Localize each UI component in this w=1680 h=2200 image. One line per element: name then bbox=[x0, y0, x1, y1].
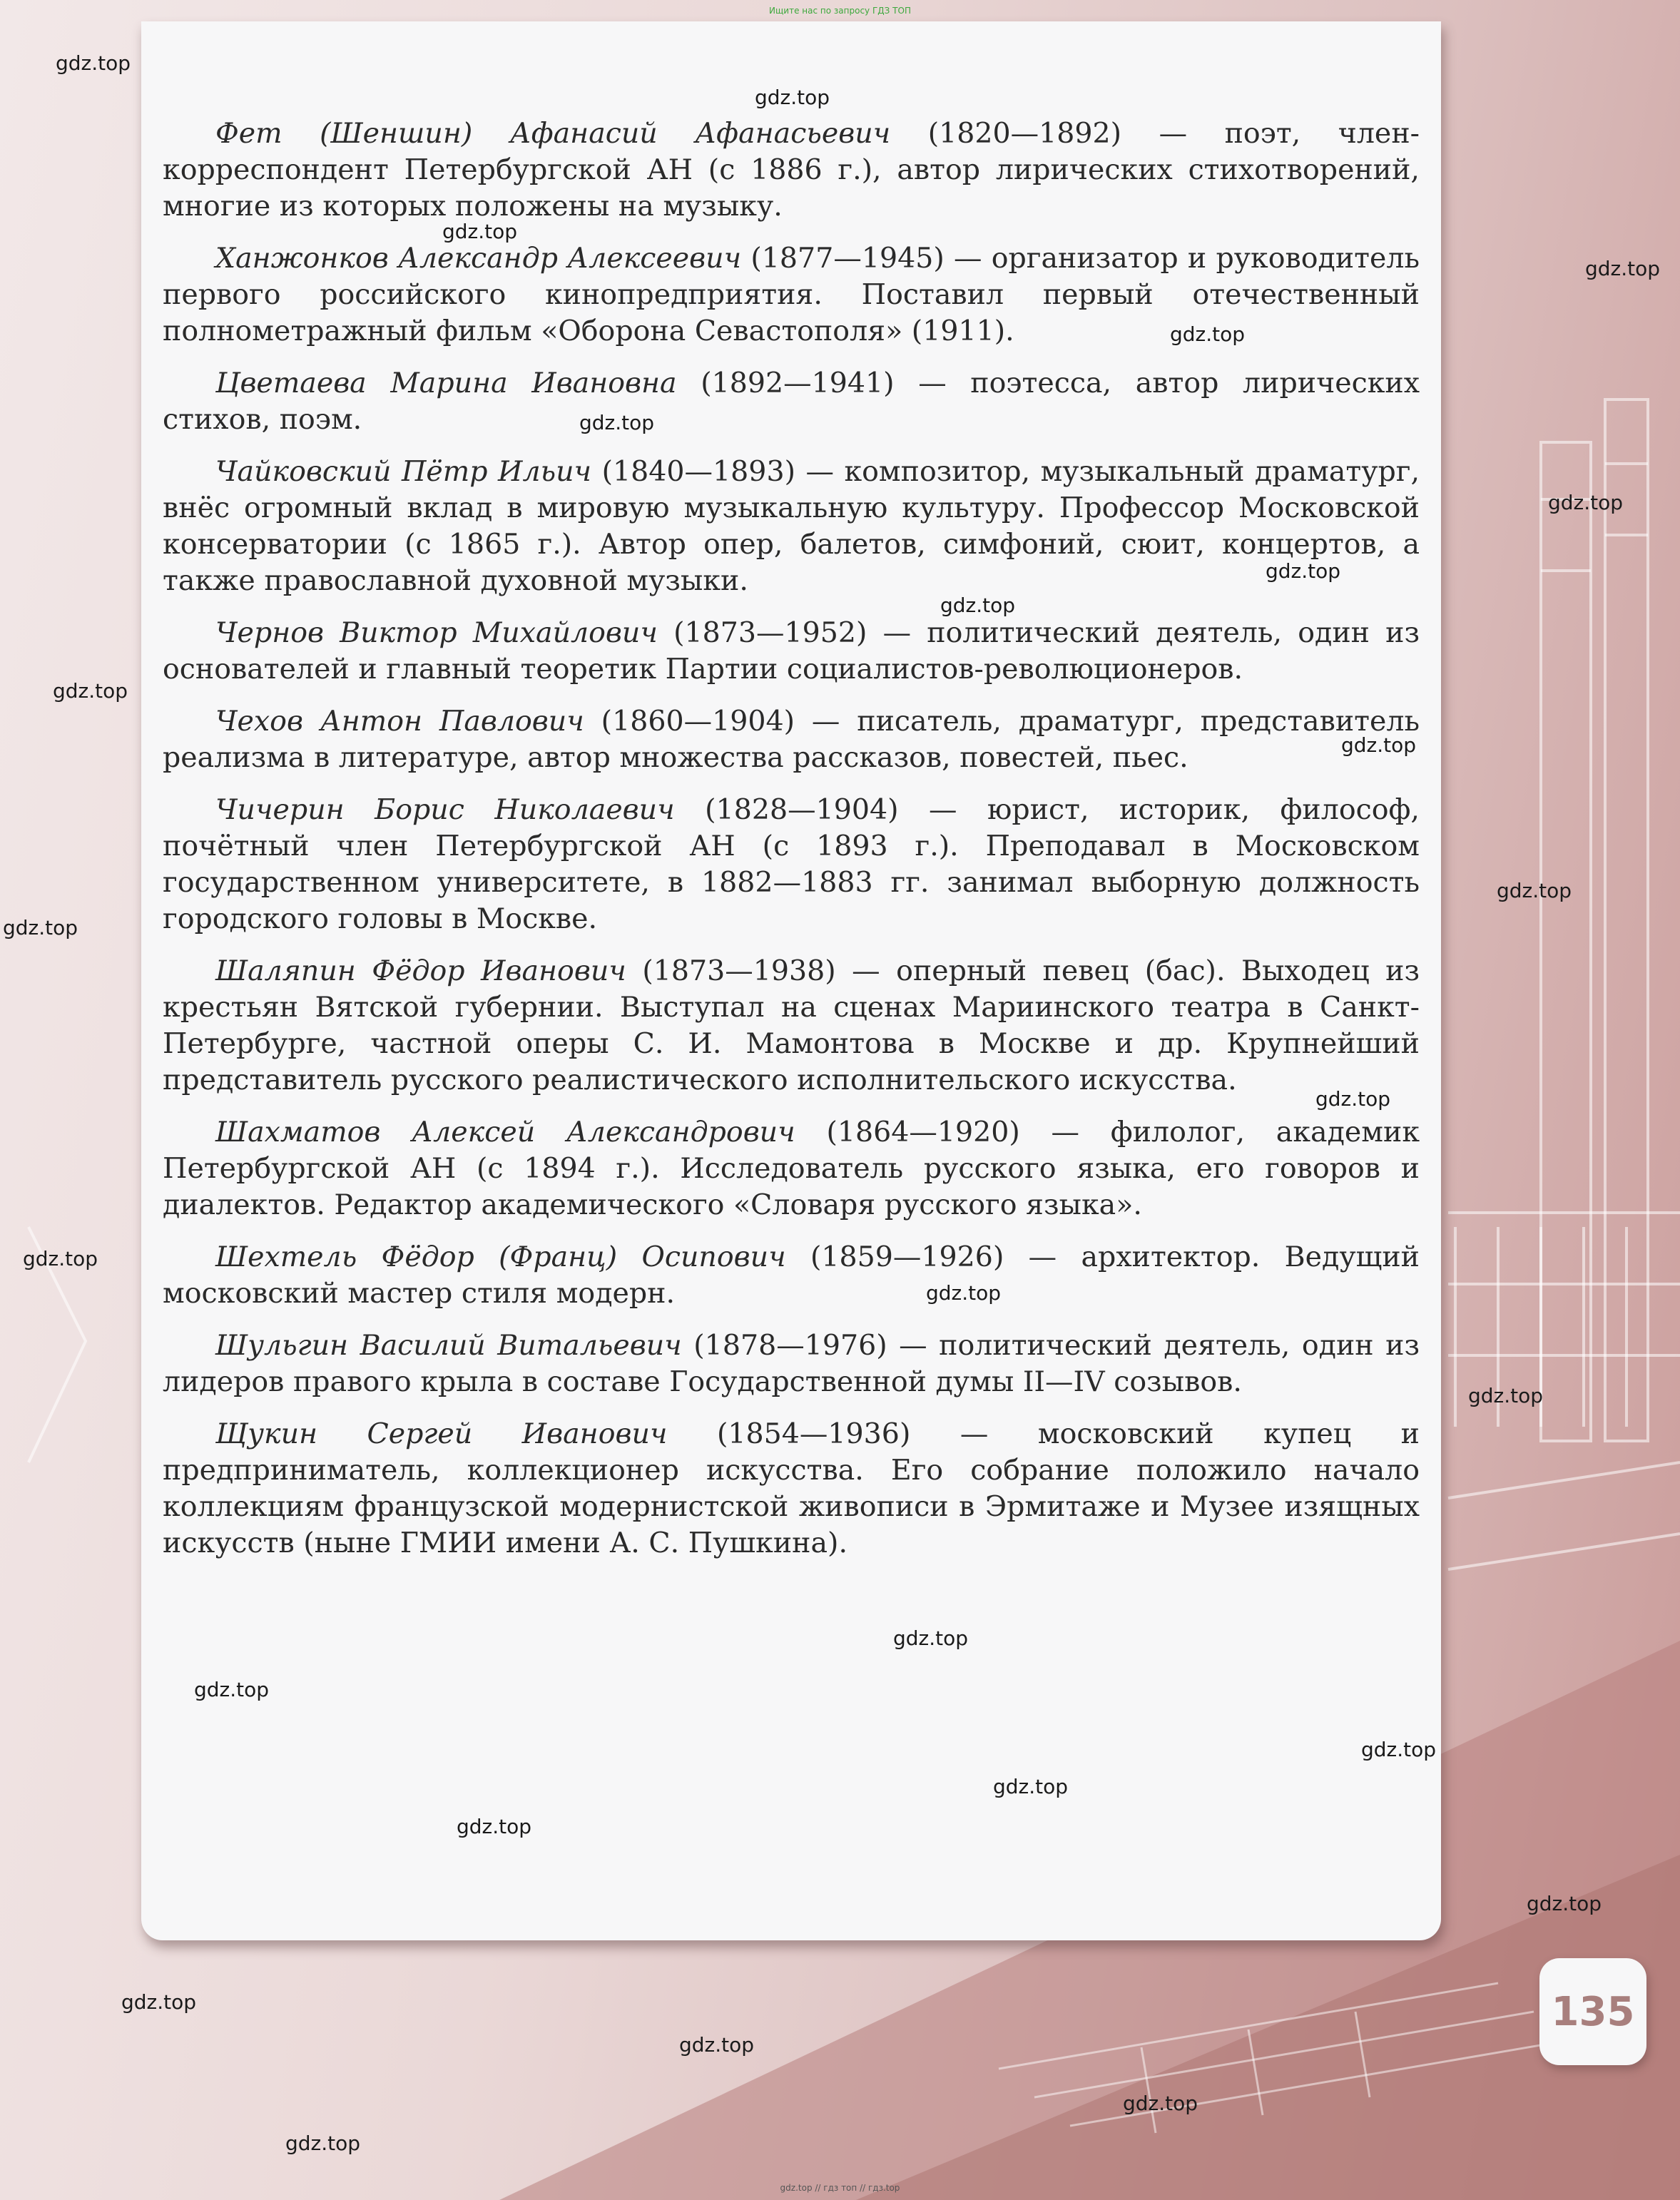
watermark: gdz.top bbox=[1341, 733, 1417, 757]
glossary-entry bbox=[163, 953, 1420, 1099]
watermark: gdz.top bbox=[1468, 1384, 1544, 1407]
entry-text: (1860—1904) — писатель, драматург, представитель реализма в литературе, автор множества рассказов, повестей, пьес. bbox=[163, 705, 1420, 774]
entry-name: Ханжонков Александр Алексеевич bbox=[215, 242, 742, 275]
entry-name: Чичерин Борис Николаевич bbox=[215, 793, 675, 826]
glossary-entry bbox=[163, 1114, 1420, 1223]
watermark: gdz.top bbox=[194, 1678, 270, 1701]
watermark: gdz.top bbox=[1315, 1087, 1391, 1111]
watermark: gdz.top bbox=[1548, 491, 1624, 514]
entry-text: (1873—1938) — оперный певец (бас). Выходец из крестьян Вятской губернии. Выступал на сценах Мариинского театра в Санкт-Петербурге, частной оперы С. И. Мамонтова в Москве и др. Крупнейший представитель русского реалистического исполнительского искусства. bbox=[163, 954, 1420, 1096]
glossary-entry bbox=[163, 792, 1420, 937]
watermark: gdz.top bbox=[457, 1815, 532, 1838]
watermark: gdz.top bbox=[940, 594, 1016, 617]
watermark: gdz.top bbox=[1170, 322, 1246, 346]
watermark: gdz.top bbox=[1266, 559, 1341, 583]
glossary-entry bbox=[163, 1416, 1420, 1562]
watermark: gdz.top bbox=[1361, 1738, 1437, 1761]
header-note: Ищите нас по запросу ГДЗ ТОП bbox=[769, 6, 911, 16]
watermark: gdz.top bbox=[1527, 1892, 1602, 1915]
entry-name: Чернов Виктор Михайлович bbox=[215, 616, 658, 649]
entry-name: Фет (Шеншин) Афанасий Афанасьевич bbox=[215, 117, 891, 150]
entry-name: Шахматов Алексей Александрович bbox=[215, 1116, 795, 1149]
footer-note: gdz.top // гдз топ // гдз.top bbox=[780, 2183, 900, 2193]
watermark: gdz.top bbox=[442, 220, 518, 243]
page-number: 135 bbox=[1551, 1989, 1635, 2035]
watermark: gdz.top bbox=[755, 86, 830, 109]
entry-text: (1864—1920) — филолог, академик Петербургской АН (с 1894 г.). Исследователь русского языка, его говоров и диалектов. Редактор академического «Словаря русского языка». bbox=[163, 1116, 1420, 1221]
watermark: gdz.top bbox=[993, 1775, 1069, 1798]
glossary-entry bbox=[163, 454, 1420, 599]
entry-text: (1892—1941) — поэтесса, автор лирических стихов, поэм. bbox=[163, 367, 1420, 436]
entry-name: Шехтель Фёдор (Франц) Осипович bbox=[215, 1241, 786, 1273]
watermark: gdz.top bbox=[579, 411, 655, 434]
watermark: gdz.top bbox=[926, 1281, 1002, 1305]
entry-name: Чехов Антон Павлович bbox=[215, 705, 584, 738]
glossary-entry bbox=[163, 615, 1420, 688]
watermark: gdz.top bbox=[1123, 2092, 1198, 2115]
watermark: gdz.top bbox=[121, 1990, 197, 2014]
glossary-entry bbox=[163, 1239, 1420, 1312]
watermark: gdz.top bbox=[3, 916, 78, 939]
watermark: gdz.top bbox=[56, 51, 131, 75]
entry-text: (1828—1904) — юрист, историк, философ, почётный член Петербургской АН (с 1893 г.). Преподавал в Московском государственном университете, в 1882—1883 гг. занимал выборную должность городского головы в Москве. bbox=[163, 793, 1420, 935]
watermark: gdz.top bbox=[285, 2132, 361, 2155]
entry-text: (1877—1945) — организатор и руководитель первого российского кинопредприятия. Поставил первый отечественный полнометражный фильм «Оборона Севастополя» (1911). bbox=[163, 242, 1420, 347]
watermark: gdz.top bbox=[1497, 879, 1572, 902]
entry-name: Шаляпин Фёдор Иванович bbox=[215, 954, 626, 987]
glossary-entry bbox=[163, 703, 1420, 776]
entry-name: Цветаева Марина Ивановна bbox=[215, 367, 677, 399]
entry-name: Шульгин Василий Витальевич bbox=[215, 1329, 682, 1362]
entry-text: (1840—1893) — композитор, музыкальный драматург, внёс огромный вклад в мировую музыкальную культуру. Профессор Московской консерватории (с 1865 г.). Автор опер, балетов, симфоний, сюит, концертов, а также православной духовной музыки. bbox=[163, 455, 1420, 597]
glossary-entry bbox=[163, 1328, 1420, 1400]
entry-text: (1854—1936) — московский купец и предприниматель, коллекционер искусства. Его собрание положило начало коллекциям французской модернистской живописи в Эрмитаже и Музее изящных искусств (ныне ГМИИ имени А. С. Пушкина). bbox=[163, 1417, 1420, 1559]
entry-name: Чайковский Пётр Ильич bbox=[215, 455, 592, 488]
entry-text: (1820—1892) — поэт, член-корреспондент Петербургской АН (с 1886 г.), автор лирических стихотворений, многие из которых положены на музыку. bbox=[163, 117, 1420, 223]
entry-text: (1878—1976) — политический деятель, один из лидеров правого крыла в составе Государственной думы II—IV созывов. bbox=[163, 1329, 1420, 1398]
watermark: gdz.top bbox=[893, 1626, 969, 1650]
entry-text: (1873—1952) — политический деятель, один из основателей и главный теоретик Партии социалистов-революционеров. bbox=[163, 616, 1420, 686]
watermark: gdz.top bbox=[679, 2033, 755, 2057]
watermark: gdz.top bbox=[1585, 257, 1661, 280]
glossary-entry bbox=[163, 365, 1420, 438]
watermark: gdz.top bbox=[23, 1247, 98, 1270]
entry-name: Щукин Сергей Иванович bbox=[215, 1417, 668, 1450]
glossary-entry bbox=[163, 116, 1420, 225]
watermark: gdz.top bbox=[53, 679, 128, 703]
entry-text: (1859—1926) — архитектор. Ведущий московский мастер стиля модерн. bbox=[163, 1241, 1420, 1310]
